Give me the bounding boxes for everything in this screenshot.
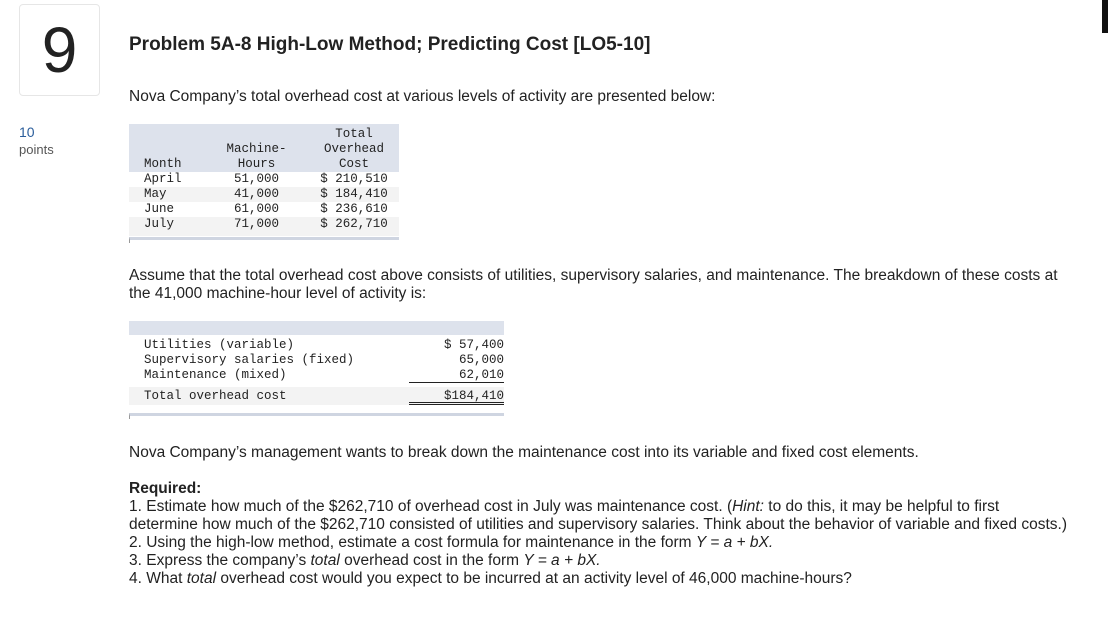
hours-cell: 71,000 [233,217,279,231]
header-overhead: Overhead [323,142,384,156]
header-machine: Machine- [226,142,287,156]
table-row [129,353,504,368]
required-section [129,480,1069,588]
required-item-4: 4. What total overhead cost would you expect to be incurred at an activity level of 46,000 machine-hours? [129,570,852,587]
cost-cell: $ 210,510 [320,172,388,186]
header-hours: Hours [237,157,276,171]
row-value: $ 57,400 [443,338,504,352]
total-value: $184,410 [409,387,504,405]
table-row [129,338,504,353]
row-label: Supervisory salaries (fixed) [144,353,355,367]
assumption-text: Assume that the total overhead cost above consists of utilities, supervisory salaries, and maintenance. The breakdown of these costs at the 41,000 machine-hour level of activity is: [129,267,1058,302]
month-cell: July [144,217,175,231]
question-number: 9 [19,4,100,96]
total-label: Total overhead cost [144,389,287,403]
hours-cell: 61,000 [233,202,279,216]
cost-cell: $ 236,610 [320,202,388,216]
table-divider [129,237,399,243]
row-value: 65,000 [458,353,504,367]
table-row [129,368,504,383]
required-item-3: 3. Express the company’s total overhead cost in the form Y = a + bX. [129,552,601,569]
month-cell: April [144,172,182,186]
hours-cell: 51,000 [233,172,279,186]
row-value: 62,010 [409,368,504,383]
header-cost: Cost [338,157,369,171]
cost-cell: $ 184,410 [320,187,388,201]
problem-title: Problem 5A-8 High-Low Method; Predicting Cost [LO5-10] [129,34,651,55]
scrollbar-thumb[interactable] [1102,0,1108,33]
header-total: Total [335,127,373,141]
points-value: 10 [19,124,35,140]
points-block [19,124,54,158]
table-row [129,217,399,236]
management-text: Nova Company’s management wants to break down the maintenance cost into its variable and fixed cost elements. [129,444,919,461]
intro-text: Nova Company’s total overhead cost at various levels of activity are presented below: [129,88,716,105]
header-month: Month [144,157,182,171]
table-row [129,202,399,217]
table-header-band [129,321,504,335]
required-item-1: 1. Estimate how much of the $262,710 of overhead cost in July was maintenance cost. (Hint: to do this, it may be helpful to first determine how much of the $262,710 consisted of utilities and supervisory salaries. Think about the behavior of variable and fixed costs.) [129,498,1067,533]
required-item-2: 2. Using the high-low method, estimate a cost formula for maintenance in the form Y = a + bX. [129,534,774,551]
total-row [129,387,504,405]
required-heading: Required: [129,480,202,497]
row-label: Utilities (variable) [144,338,295,352]
month-cell: May [144,187,167,201]
breakdown-table [129,321,504,405]
table-row [129,187,399,202]
table-divider [129,413,504,419]
table-row [129,172,399,187]
points-label: points [19,142,54,157]
hours-cell: 41,000 [233,187,279,201]
activity-table [129,124,399,236]
row-label: Maintenance (mixed) [144,368,287,382]
month-cell: June [144,202,175,216]
cost-cell: $ 262,710 [320,217,388,231]
